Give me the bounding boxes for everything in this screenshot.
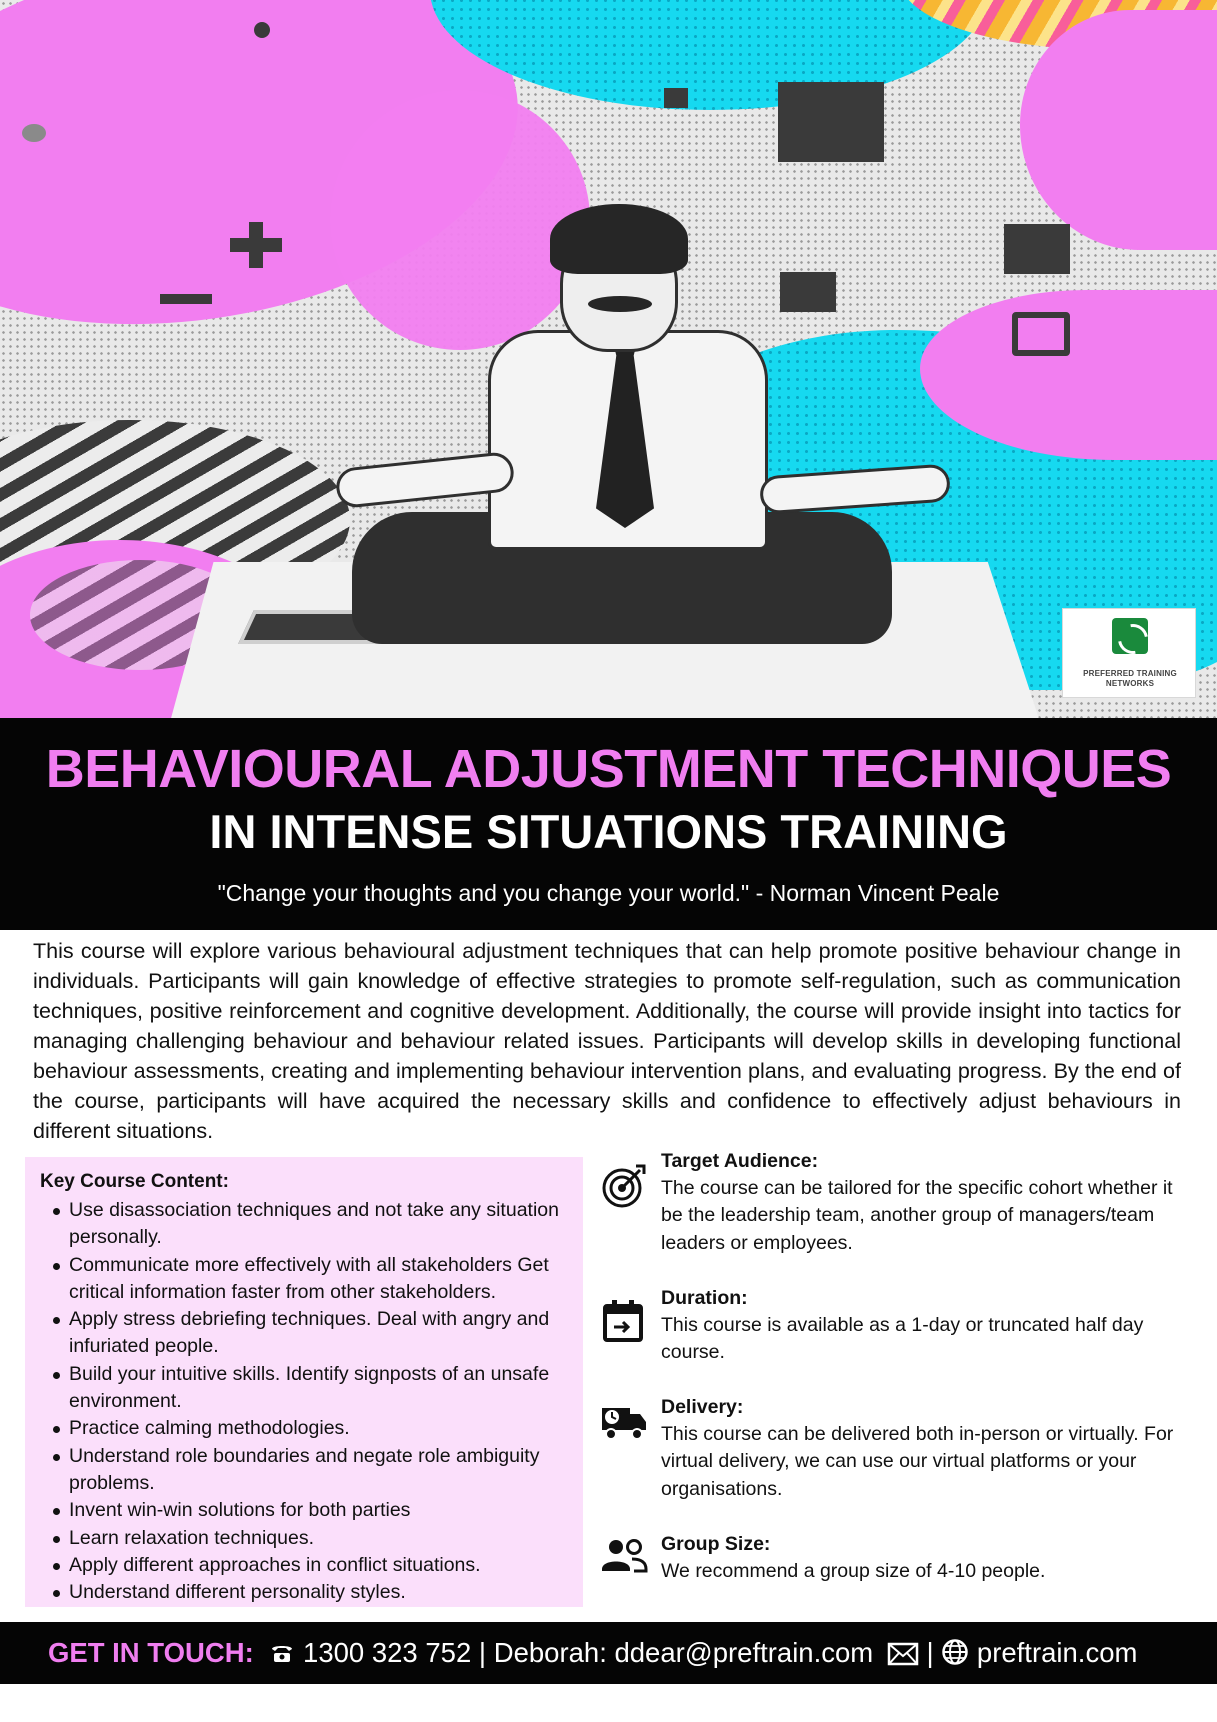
dot-shape (254, 22, 270, 38)
group-size-heading: Group Size: (661, 1533, 771, 1555)
key-content-panel (25, 1157, 583, 1607)
dark-square (780, 272, 836, 312)
dash-shape (160, 294, 212, 304)
separator: | (478, 1637, 487, 1668)
separator: | (926, 1637, 934, 1668)
list-item: Invent win-win solutions for both parties (40, 1497, 569, 1524)
group-icon (600, 1533, 648, 1581)
delivery-text: This course can be delivered both in-person or virtually. For virtual delivery, we can use our virtual platforms or your organisations. (661, 1423, 1174, 1500)
key-content-title: Key Course Content: (40, 1171, 229, 1192)
plus-shape (249, 222, 263, 268)
list-item: Build your intuitive skills. Identify signposts of an unsafe environment. (40, 1361, 569, 1416)
delivery-section (600, 1394, 1190, 1504)
list-item: Communicate more effectively with all stakeholders Get critical information faster from other stakeholders. (40, 1252, 569, 1307)
phone-icon (269, 1640, 295, 1666)
delivery-heading: Delivery: (661, 1396, 744, 1418)
title-band (0, 718, 1217, 930)
logo-text: PREFERRED TRAINING NETWORKS (1083, 669, 1177, 688)
delivery-truck-icon (600, 1396, 648, 1444)
target-audience-section (600, 1148, 1190, 1268)
intro-paragraph: This course will explore various behavioural adjustment techniques that can help promote positive behaviour change in individuals. Participants will gain knowledge of effective strategies to promote self-regulation, such as communication techniques, positive reinforcement and cognitive development. Additionally, the course will provide insight into tactics for managing challenging behaviour and behaviour related issues. Participants will develop skills in developing functional behaviour assessments, creating and implementing behaviour intervention plans, and evaluating progress. By the end of the course, participants will have acquired the necessary skills and confidence to effectively adjust behaviours in different situations. (33, 939, 1181, 1143)
target-icon (600, 1162, 648, 1210)
duration-section (600, 1285, 1190, 1375)
hero-illustration (0, 0, 1217, 718)
get-in-touch-label: GET IN TOUCH: (48, 1637, 254, 1668)
phone-number[interactable]: 1300 323 752 (303, 1637, 472, 1668)
figure-mustache (588, 296, 652, 312)
group-size-section (600, 1531, 1190, 1591)
page-title: BEHAVIOURAL ADJUSTMENT TECHNIQUES (45, 739, 1172, 799)
dark-square (778, 82, 884, 162)
footer-contact-bar (0, 1622, 1217, 1684)
dot-shape (22, 124, 46, 142)
list-item: Learn relaxation techniques. (40, 1525, 569, 1552)
page-subtitle: IN INTENSE SITUATIONS TRAINING (209, 805, 1008, 858)
globe-icon (941, 1638, 969, 1666)
duration-text: This course is available as a 1-day or truncated half day course. (661, 1314, 1144, 1364)
dark-square (1004, 224, 1070, 274)
list-item: Apply stress debriefing techniques. Deal with angry and infuriated people. (40, 1306, 569, 1361)
square-outline (1012, 312, 1070, 356)
logo-mark-icon (1112, 618, 1148, 654)
duration-heading: Duration: (661, 1287, 748, 1309)
dark-square (664, 88, 688, 108)
calendar-icon (600, 1297, 648, 1345)
key-content-list (40, 1197, 569, 1606)
pink-blob-top-right (1020, 10, 1217, 250)
footer-content (48, 1635, 1137, 1671)
website-link[interactable]: preftrain.com (976, 1637, 1138, 1668)
target-audience-heading: Target Audience: (661, 1150, 819, 1172)
list-item: Understand role boundaries and negate role ambiguity problems. (40, 1443, 569, 1498)
target-audience-text: The course can be tailored for the specific cohort whether it be the leadership team, another group of managers/team leaders or employees. (661, 1177, 1173, 1254)
list-item: Understand different personality styles. (40, 1579, 569, 1606)
email-icon (887, 1642, 919, 1666)
quote: "Change your thoughts and you change your world." - Norman Vincent Peale (217, 880, 1000, 906)
brand-logo (1062, 608, 1196, 698)
contact-email[interactable]: Deborah: ddear@preftrain.com (493, 1637, 874, 1668)
list-item: Practice calming methodologies. (40, 1415, 569, 1442)
pink-blob-center (330, 90, 590, 350)
figure-hair (550, 204, 688, 274)
list-item: Use disassociation techniques and not take any situation personally. (40, 1197, 569, 1252)
list-item: Apply different approaches in conflict situations. (40, 1552, 569, 1579)
group-size-text: We recommend a group size of 4-10 people. (661, 1560, 1046, 1582)
